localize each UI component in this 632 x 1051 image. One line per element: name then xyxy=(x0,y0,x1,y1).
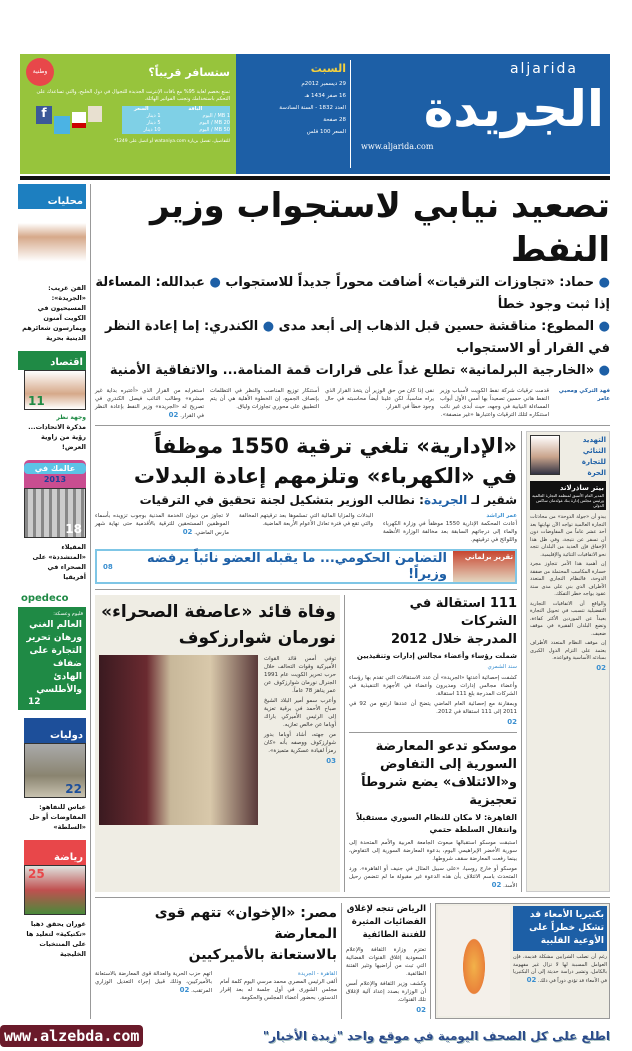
lead-headline[interactable]: تصعيد نيابي لاستجواب وزير النفط xyxy=(150,186,610,270)
td: 20 MB / اليوم xyxy=(199,120,230,126)
teaser: المقيلاء «المتشددة» على الصحراء في أفريقيا xyxy=(32,543,86,581)
header xyxy=(20,54,610,174)
continue-link[interactable]: 02 xyxy=(507,718,517,727)
story3-body xyxy=(264,655,336,825)
headline-line: بالاستعانة بالأميركيين xyxy=(188,947,337,964)
continue-link[interactable]: 02 xyxy=(416,1006,426,1015)
bacteria-photo xyxy=(438,906,510,1016)
lead-body xyxy=(95,387,610,420)
banner-kicker: تقرير برلماني xyxy=(453,551,515,582)
page-number: 25 xyxy=(28,867,45,881)
column: البدلات والمزايا المالية التي تسلموها بعد ترقيتهم المخالفة والتي تقع في فترة تعادل الأعوام الأربعة الماضية. xyxy=(239,513,373,527)
story6-headline xyxy=(95,903,337,966)
ad-footer: للتفاصيل، تفضل بزيارة wataniya.com أو اتصل على 1249* xyxy=(113,139,230,144)
date-gregorian: 29 ديسمبر 2012م xyxy=(301,81,346,87)
td: 10 دينار xyxy=(143,127,161,133)
story7-headline: الرياض تتجه لإغلاق الفضائيات المثيرة للفتنة الطائفية xyxy=(346,904,426,941)
sub: : نطالب الوزير بتشكيل لجنة تحقيق في الترقيات xyxy=(139,493,424,507)
obituary-story[interactable] xyxy=(95,595,340,892)
bullet: «الخارجية البرلمانية» تطلع غداً على قرارات قمة المنامة... والاتفاقية الأمنية xyxy=(109,363,595,378)
td: 50 MB / اليوم xyxy=(199,127,230,133)
paragraph: من جهته، أشاد أوباما بدور شوارزكوف ووصفه بأنه «كان رمزاً لقيادة عسكرية متميزة». xyxy=(264,732,336,755)
th: الباقة xyxy=(188,106,203,112)
sidebar-item-sports[interactable] xyxy=(24,840,86,959)
headline-line: مصر: «الإخوان» تتهم قوى المعارضة xyxy=(154,905,337,943)
section-rule xyxy=(349,732,517,733)
sidebar-item-opinion[interactable] xyxy=(18,590,86,710)
byline: سند الشمري xyxy=(487,664,517,671)
bullet: المطوع: مناقشة حسين قبل الذهاب إلى أبعد مدى xyxy=(278,319,595,334)
ad-price-table xyxy=(122,106,230,134)
column: استبقت موسكو استقبالها مبعوث الجامعة العربية والأمم المتحدة إلى سورية الأخضر الإبراهيمي اليوم، بدعوة المعارضة السورية إلى التفاوض، بينما رفعت المعارضة سقف شروطها. xyxy=(349,840,517,863)
ad-body: تمتع بخصم لغاية 95% مع باقات الإنترنت الجديدة للتجوال في دول الخليج، والتي تساعدك على التحكم باستخدامك وتجنب الفواتير الهائلة. xyxy=(36,89,230,102)
day: السبت xyxy=(310,62,346,75)
watermark-slogan: اطلع على كل الصحف اليومية في موقع واحد "زبدة الأخبار" xyxy=(262,1029,610,1044)
page-number: 22 xyxy=(65,782,82,796)
page-count: 28 صفحة xyxy=(323,117,346,123)
prison-photo xyxy=(24,488,86,538)
column-divider xyxy=(521,431,522,892)
column: أعادت المحكمة الإدارية 1550 موظفاً في وزارة الكهرباء والماء إلى درجاتهم السابقة بعد مخالفة الوزارة الأنظمة واللوائح في ترقيتهم. xyxy=(383,521,517,543)
masthead xyxy=(236,54,610,174)
parliament-banner[interactable] xyxy=(95,549,517,584)
bullet: حماد: «تجاوزات الترقيات» أضافت محوراً جديداً للاستجواب xyxy=(225,275,595,290)
paragraph: وأعرب سمو أمير البلاد الشيخ صباح الأحمد في برقية تعزية إلى الرئيس الأميركي باراك أوباما عن خالص تعازيه. xyxy=(264,698,336,729)
headline-line: «الإدارية» تلغي ترقية 1550 موظفاً xyxy=(154,434,517,458)
teaser: الفن غريب: «الجريدة»: المسيحيون في الكويت آمنون ويمارسون شعائرهم الدينية بحرية xyxy=(22,284,86,342)
continue-link[interactable]: 03 xyxy=(326,757,336,766)
teaser: عباس للنفاهو: المفاوضات أو حل «السلطة» xyxy=(29,803,86,831)
section-label: اقتصاد xyxy=(18,351,86,370)
brand: الجريدة xyxy=(423,493,468,507)
bullet: الكندري: إما إعادة النظر في القرار أو الاستجواب xyxy=(105,319,610,356)
header-rule xyxy=(20,176,610,180)
person-photo xyxy=(18,209,86,279)
sidebar-item-international[interactable] xyxy=(24,718,86,832)
section-rule xyxy=(95,425,610,426)
twitter-icon xyxy=(54,116,70,134)
label: عالمك في xyxy=(24,463,86,474)
continue-link[interactable]: 02 xyxy=(182,528,193,536)
continue-link[interactable]: 08 xyxy=(103,562,113,571)
subhead: شملت رؤساء وأعضاء مجالس إدارات وتنفيذيين xyxy=(356,652,517,661)
opinion-column[interactable] xyxy=(526,431,610,892)
continue-link[interactable]: 02 xyxy=(179,986,190,995)
site-url[interactable]: www.aljarida.com xyxy=(361,142,434,151)
person-photo xyxy=(24,370,86,410)
column-divider xyxy=(341,903,342,1019)
continue-link[interactable]: 02 xyxy=(491,881,502,890)
byline: فهد التركي ومحيي عامر xyxy=(558,388,610,402)
story8-headline: بكتيريا الأمعاء قد تشكل خطراً على الأوعية القلبية xyxy=(513,906,607,951)
date-hijri: 16 صفر 1434 هـ xyxy=(304,93,346,99)
paragraph: توفي أمس قائد القوات الأميركية وقوات التحالف خلال حرب تحرير الكويت عام 1991 الجنرال نورمان شوارزكوف عن عمر يناهز 78 عاماً. xyxy=(264,656,336,695)
price: السعر 100 فلس xyxy=(306,129,346,135)
bacteria-story[interactable] xyxy=(435,903,610,1019)
author-role: المدير العام الأسبق لمنظمة التجارة العالمية ورئيس مجلس إدارة بنك غولدمان ساكس الدولي xyxy=(532,493,604,508)
section-label: محليات xyxy=(18,184,86,209)
column-divider xyxy=(430,903,431,1019)
lead-bullets: ● حماد: «تجاوزات الترقيات» أضافت محوراً جديداً للاستجواب ● عبدالله: المساءلة إذا ثبت وجود خطأ ● المطوع: مناقشة حسين قبل الذهاب إلى أبعد مدى ● الكندري: إما إعادة النظر في القرار أو الاستجواب ● «الخارجية البرلمانية» تطلع غداً على قرارات قمة المنامة... والاتفاقية الأمنية xyxy=(95,275,610,378)
td: 1 MB / اليوم xyxy=(202,113,230,119)
story2-subhead xyxy=(95,491,517,509)
paragraph: إن أهمية هذا الأمر تتجاوز مجرد خسارة المكاسب المحتملة من صفقة الدوحة، فالنظام التجاري المتعدد الأطراف الذي بني على مدى ستة عقود يواجه خطر التفكك. xyxy=(530,561,606,597)
sub: شقير لـ xyxy=(471,493,517,507)
paragraph: وبمقارنة مع إحصائية العام الماضي يتضح أن عددها ارتفع من 92 في 2011 إلى 111 استقالة في 2012. xyxy=(349,701,517,716)
title: التهديد الثنائي xyxy=(582,436,606,455)
column: أستنكار توزيع المناصب والنظر في التظلمات بإنصاف الجميع، إن الخطوة الأهلية هي أن يتم التطبيق على محوري تجاوزات ولياق. xyxy=(210,388,319,410)
paragraph: والواقع أن الاتفاقيات التجارية التفضيلية تتسبب في تحويل التجارة بعيداً عن الموردين الأكثر كفاءة، وتضع البلدان الفقيرة في موقف ضعيف. xyxy=(530,600,606,637)
sidebar-item-economy[interactable] xyxy=(18,351,86,452)
story4-body xyxy=(349,674,517,727)
page-number: 18 xyxy=(65,522,82,536)
resignations-story[interactable] xyxy=(349,595,517,727)
main-column xyxy=(95,184,610,1019)
brand-logo: opedeco xyxy=(18,590,86,607)
kicker: قليوم وعسكة: xyxy=(53,611,83,617)
paragraph: إن موقف النظام المتعدد الأطراف يعتمد على التزام الدول الكبرى بمبادئه الأساسية وقواعده. xyxy=(530,640,606,661)
facebook-icon: f xyxy=(36,106,52,124)
column: اتهم حزب الحرية والعدالة قوى المعارضة بالاستعانة بالأميركيين، وذلك قبيل إجراء التعديل الوزاري المرتقب. xyxy=(95,971,212,995)
column: لا تجاوز من ديوان الخدمة المدنية بوجوب تزويده بأسماء الموظفين المستحقين للترقية بالأقدمية حتى نهاية شهر مارس الماضي. xyxy=(95,513,229,536)
youtube-icon xyxy=(72,112,86,128)
continue-link[interactable]: 02 xyxy=(526,975,537,984)
egypt-story[interactable] xyxy=(95,903,337,1019)
teaser: مذكرة الاتحادات... رؤية من زاوية العرض! xyxy=(28,423,86,451)
wataniya-ad[interactable] xyxy=(20,54,236,174)
headline-line: 111 استقالة في الشركات xyxy=(409,596,517,630)
headline-line: وفاة قائد «عاصفة الصحراء» xyxy=(101,602,336,623)
bulldozer-photo xyxy=(24,743,86,798)
paragraph: وكشف وزير الثقافة والإعلام أمس أن الوزارة بصدد إعداد آلية لإغلاق تلك القنوات. xyxy=(346,981,426,1004)
social-icons xyxy=(36,106,116,136)
sidebar-item-2013[interactable] xyxy=(24,460,86,582)
continue-link[interactable]: 02 xyxy=(168,411,179,419)
column: استغرابه من القرار الذي «أعتبره بداية غير مبشرة» وطالب النائب فيصل الكندري في تصريح له «الجريدة» وزير النفط بإعادة النظر في القرار. xyxy=(95,388,204,419)
paragraph: تعتزم وزارة الثقافة والإعلام السعودية إغلاق القنوات الفضائية التي تبث من أراضيها وتثير الفتنة الطائفية. xyxy=(346,947,426,978)
td: 5 دينار xyxy=(146,120,161,126)
ad-title: ستسافر قريباً؟ xyxy=(148,65,230,79)
column: قدمت ترقيات شركة نفط الكويت لأسباب وزير النفط هاني حسين تصعيداً بها أمس الأول أبواب المساءلة النيابية في وجهه، حيث أبدى غير نائب استنكاره لتلك الترقيات واعتبارها «غير منصفة». xyxy=(440,388,549,418)
paragraph: كشفت إحصائية أعدتها «الجريدة» أن عدد الاستقالات التي تقدم بها رؤساء وأعضاء مجالس إدارات ومديرون وأعضاء في الأجهزة التنفيذية في الشركات المدرجة بلغ 111 استقالة. xyxy=(349,675,517,698)
column: ألقى الرئيس المصري محمد مرسي اليوم كلمة أمام مجلس الشورى في أول جلسة له بعد إقرار الدستور، بحضور أعضاء المجلس والحكومة. xyxy=(220,979,337,1002)
newspaper-logo: الجريدة xyxy=(423,80,604,138)
section-label: دوليات xyxy=(24,718,86,743)
headline-line: و«الائتلاف» يضع شروطاً تعجيزية xyxy=(361,775,517,809)
column: نفى إذا كان من حق الوزير أن يتخذ القرار الذي يراه مناسباً، لكن علينا أيضاً محاسبته في حال وجود خطأ في القرار. xyxy=(325,388,434,410)
sidebar-divider xyxy=(90,184,91,1019)
kicker: وجهة نظر xyxy=(56,414,86,421)
author-name: بيتر ساذرلاند xyxy=(559,484,604,492)
paragraph: يبدو أن «جولة الدوحة» من محادثات التجارة العالمية تواجه الآن نهايتها بعد أحد عشر عاماً من المفاوضات دون أن تسفر عن نتيجة، وفي ظل هذا الإخفاق فإن العديد من البلدان تتجه نحو الاتفاقيات الثنائية والإقليمية. xyxy=(530,514,606,558)
title: للتجارة الحرة xyxy=(581,458,606,477)
watermark-site[interactable]: www.alzebda.com xyxy=(0,1025,143,1047)
headline-line: المدرجة خلال 2012 xyxy=(390,632,517,648)
story2-headline[interactable] xyxy=(95,431,517,491)
banner-headline: التضامن الحكومي... ما يقبله العضو نائباً يرفضه وزيراً! xyxy=(147,551,447,582)
teaser: غوران يحقق ذهبا «تكتيكية» لتعليد ها على المنتخبات الخليجية xyxy=(26,920,86,958)
issue-number: العدد 1832 - السنة السادسة xyxy=(279,105,346,111)
headline-line: نورمان شوارزكوف xyxy=(178,628,336,649)
instagram-icon xyxy=(88,106,102,122)
date-block xyxy=(236,60,351,168)
football-photo xyxy=(24,865,86,915)
subhead: القاهرة: لا مكان للنظام السوري مستقبلاً وانتقال السلطة حتمي xyxy=(356,813,517,835)
story4-headline xyxy=(349,595,517,649)
teaser: العالم الغني ورهان تحرير التجارة على ضفاف الهادئ والأطلسي xyxy=(26,620,82,695)
footer xyxy=(0,1025,632,1047)
content xyxy=(20,184,610,1019)
schwarzkopf-photo xyxy=(99,655,258,825)
column: موسكو أو خارج روسيا، «على سبيل المثال في جنيف أو القاهرة». ورد المتحدث باسم الائتلاف بأن هذه الدعوة غير مقبولة ما لم تتضمن رحيل الأسد. xyxy=(349,866,517,890)
section-rule xyxy=(95,897,610,898)
paragraph: رغم أن تصلب الشرايين مشكلة قديمة، فإن العوامل المسببة لها لا تزال غير مفهومة بالكامل، وتشير دراسة حديثة إلى أن البكتيريا في الأمعاء قد تؤدي دوراً في ذلك. xyxy=(513,954,607,984)
th: السعر xyxy=(133,106,149,112)
author-photo xyxy=(530,435,560,475)
section-label: رياضة xyxy=(24,840,86,865)
byline: القاهرة - الجريدة xyxy=(297,971,337,978)
page-number: 11 xyxy=(28,394,45,408)
headline-line: في «الكهرباء» وتلزمهم إعادة البدلات xyxy=(133,464,517,488)
section-rule xyxy=(95,589,517,590)
continue-link[interactable]: 02 xyxy=(596,663,606,672)
year: 2013 xyxy=(43,475,67,484)
story3-headline xyxy=(99,599,336,651)
td: 1 دينار xyxy=(146,113,161,119)
logo-latin: aljarida xyxy=(509,61,578,77)
story5-headline xyxy=(349,738,517,810)
byline: عمر الراشد xyxy=(486,513,517,519)
story2-body xyxy=(95,512,517,544)
ad-badge: وطنية xyxy=(26,58,54,86)
bullet: عبدالله: المساءلة إذا ثبت وجود خطأ xyxy=(95,275,610,312)
headline-line: موسكو تدعو المعارضة السورية إلى التفاوض xyxy=(375,739,517,773)
column-divider xyxy=(344,595,345,892)
riyadh-story[interactable] xyxy=(346,903,426,1019)
section-label xyxy=(24,460,86,488)
syria-story[interactable] xyxy=(349,738,517,890)
sidebar xyxy=(18,184,86,1019)
sidebar-item-local[interactable] xyxy=(18,184,86,343)
page-number: 12 xyxy=(28,697,41,707)
